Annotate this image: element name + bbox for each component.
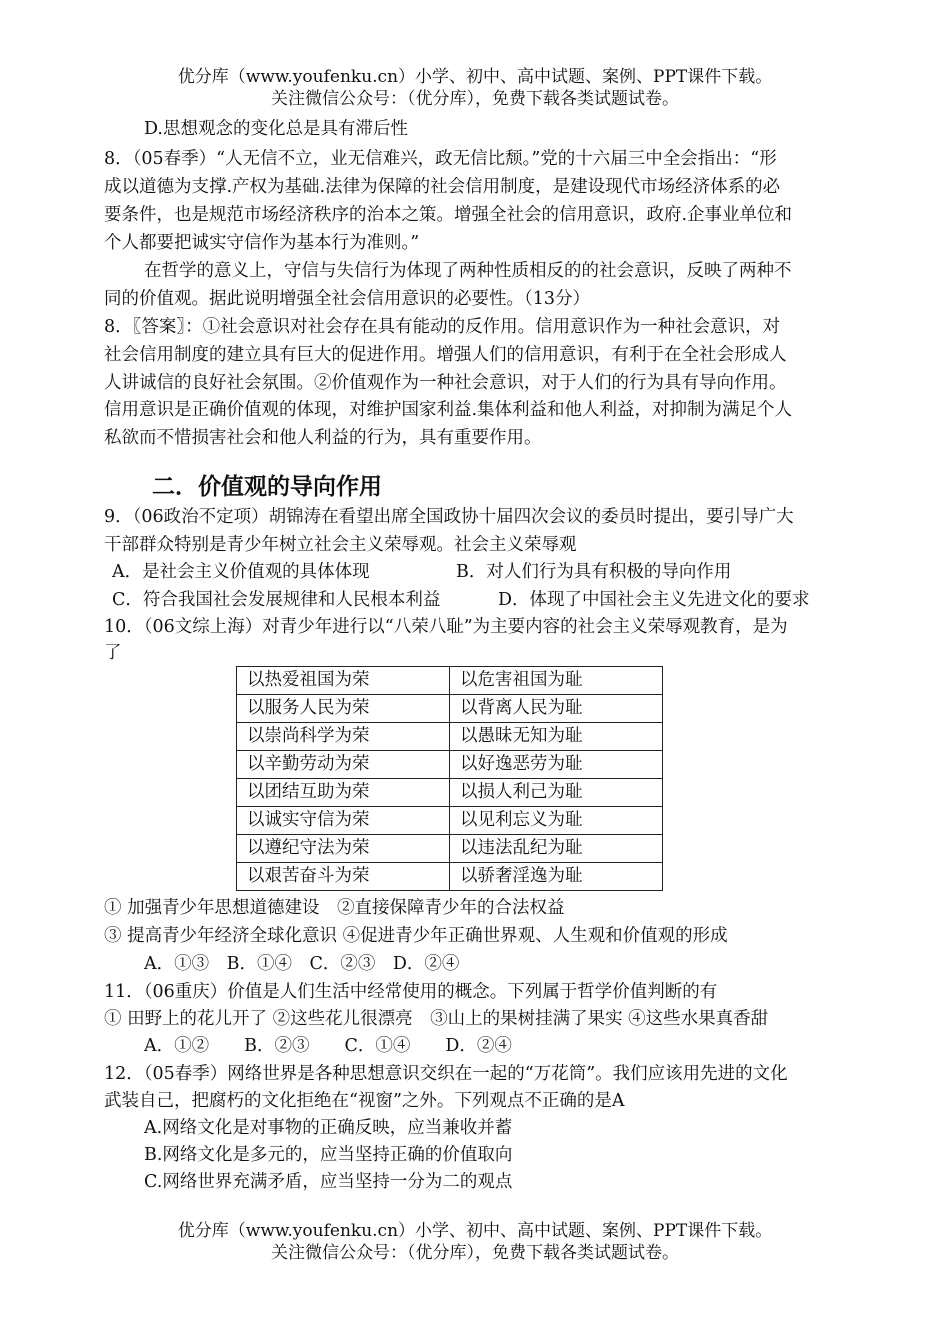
q10-items-line-1: ① 加强青少年思想道德建设 ②直接保障青少年的合法权益 [104,898,565,918]
q12-line: 12．（05春季）网络世界是各种思想意识交织在一起的“万花筒”。我们应该用先进的文化 [104,1064,788,1084]
q10-line: 10．（06文综上海）对青少年进行以“八荣八耻”为主要内容的社会主义荣辱观教育，是为 [104,617,788,637]
table-row [237,863,663,891]
q8-answer-line: 私欲而不惜损害社会和他人利益的行为，具有重要作用。 [104,428,542,448]
table-cell-disgrace: 以背离人民为耻 [450,695,663,723]
table-cell-honor: 以服务人民为荣 [237,695,450,723]
honor-disgrace-table [236,666,663,891]
q8-line: 成以道德为支撑.产权为基础.法律为保障的社会信用制度，是建设现代市场经济体系的必 [104,177,781,197]
q8-line: 要条件，也是规范市场经济秩序的治本之策。增强全社会的信用意识，政府.企事业单位和 [104,205,793,225]
q8-line: 8．（05春季）“人无信不立，业无信难兴，政无信比颓。”党的十六届三中全会指出：“形 [104,149,777,169]
q11-line: 11．（06重庆）价值是人们生活中经常使用的概念。下列属于哲学价值判断的有 [104,982,718,1002]
q9-option-a: A．是社会主义价值观的具体体现 [112,562,370,582]
q7-option-d: D.思想观念的变化总是具有滞后性 [144,119,408,139]
q8-answer-line: 社会信用制度的建立具有巨大的促进作用。增强人们的信用意识，有利于在全社会形成人 [104,345,787,365]
table-row [237,835,663,863]
page-header-line-2: 关注微信公众号：（优分库），免费下载各类试题试卷。 [271,89,679,109]
table-row [237,751,663,779]
table-cell-disgrace: 以损人利己为耻 [450,779,663,807]
table-cell-honor: 以艰苦奋斗为荣 [237,863,450,891]
q8-answer-line: 信用意识是正确价值观的体现，对维护国家利益.集体利益和他人利益，对抑制为满足个人 [104,400,793,420]
table-cell-disgrace: 以骄奢淫逸为耻 [450,863,663,891]
page-header-line-1: 优分库（www.youfenku.cn）小学、初中、高中试题、案例、PPT课件下载。 [177,67,773,87]
q10-items-line-2: ③ 提高青少年经济全球化意识 ④促进青少年正确世界观、人生观和价值观的形成 [104,926,728,946]
table-row [237,695,663,723]
table-row [237,779,663,807]
q10-line: 了 [104,643,122,663]
table-cell-disgrace: 以危害祖国为耻 [450,667,663,695]
table-cell-honor: 以遵纪守法为荣 [237,835,450,863]
page-footer-line-2: 关注微信公众号：（优分库），免费下载各类试题试卷。 [271,1243,679,1263]
table-row [237,807,663,835]
q10-choices: A．①③ B．①④ C．②③ D．②④ [144,954,460,974]
table-cell-disgrace: 以违法乱纪为耻 [450,835,663,863]
table-cell-honor: 以辛勤劳动为荣 [237,751,450,779]
section-heading: 二．价值观的导向作用 [152,474,382,500]
q8-para2-line: 同的价值观。据此说明增强全社会信用意识的必要性。（13分） [104,289,591,309]
table-cell-disgrace: 以见利忘义为耻 [450,807,663,835]
q12-line: 武装自己，把腐朽的文化拒绝在“视窗”之外。下列观点不正确的是A [104,1091,625,1111]
q12-option-a: A.网络文化是对事物的正确反映，应当兼收并蓄 [144,1118,513,1138]
table-cell-disgrace: 以愚昧无知为耻 [450,723,663,751]
q8-para2-line: 在哲学的意义上，守信与失信行为体现了两种性质相反的的社会意识，反映了两种不 [144,261,792,281]
q11-items: ① 田野上的花儿开了 ②这些花儿很漂亮 ③山上的果树挂满了果实 ④这些水果真香甜 [104,1009,769,1029]
q9-line: 干部群众特别是青少年树立社会主义荣辱观。社会主义荣辱观 [104,535,577,555]
table-cell-honor: 以团结互助为荣 [237,779,450,807]
table-cell-honor: 以崇尚科学为荣 [237,723,450,751]
table-cell-honor: 以诚实守信为荣 [237,807,450,835]
q8-answer-line: 8．〖答案〗：①社会意识对社会存在具有能动的反作用。信用意识作为一种社会意识，对 [104,317,781,337]
q11-choices: A．①② B．②③ C．①④ D．②④ [144,1036,512,1056]
q9-line: 9．（06政治不定项）胡锦涛在看望出席全国政协十届四次会议的委员时提出，要引导广大 [104,507,794,527]
page-footer-line-1: 优分库（www.youfenku.cn）小学、初中、高中试题、案例、PPT课件下载。 [177,1221,773,1241]
table-row [237,667,663,695]
table-cell-disgrace: 以好逸恶劳为耻 [450,751,663,779]
q9-option-d: D．体现了中国社会主义先进文化的要求 [498,590,810,610]
table-cell-honor: 以热爱祖国为荣 [237,667,450,695]
q8-line: 个人都要把诚实守信作为基本行为准则。” [104,233,420,253]
q12-option-c: C.网络世界充满矛盾，应当坚持一分为二的观点 [144,1172,513,1192]
q9-option-b: B．对人们行为具有积极的导向作用 [456,562,732,582]
q9-option-c: C．符合我国社会发展规律和人民根本利益 [112,590,441,610]
table-row [237,723,663,751]
q8-answer-line: 人讲诚信的良好社会氛围。②价值观作为一种社会意识，对于人们的行为具有导向作用。 [104,373,787,393]
q12-option-b: B.网络文化是多元的，应当坚持正确的价值取向 [144,1145,513,1165]
